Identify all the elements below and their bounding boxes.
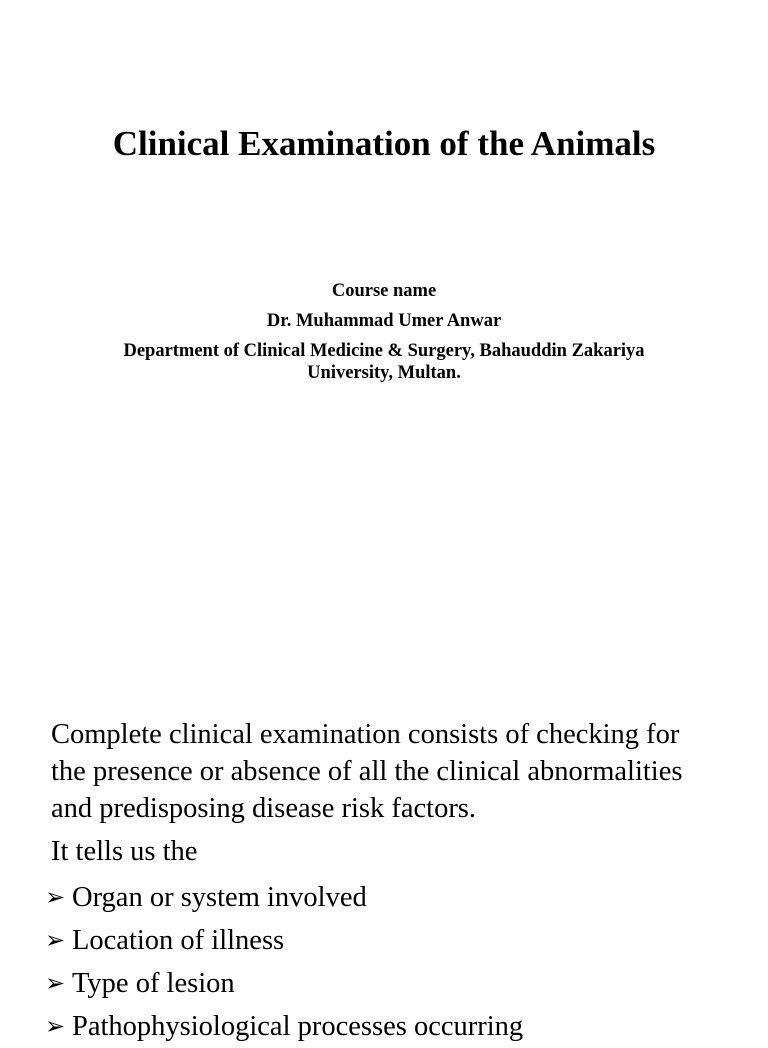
course-name: Course name [331, 281, 437, 301]
bullet-text: Pathophysiological processes occurring [72, 1011, 524, 1042]
list-item [45, 919, 751, 962]
arrow-bullet-icon: ➢ [45, 969, 66, 997]
arrow-bullet-icon: ➢ [45, 1012, 66, 1040]
affiliation-line-2: University, Multan. [307, 363, 461, 383]
arrow-bullet-icon: ➢ [45, 926, 66, 954]
subtitle-block [40, 277, 728, 384]
slide-body [45, 716, 751, 1048]
list-item [45, 876, 751, 919]
list-item [45, 1005, 751, 1048]
affiliation-line-1: Department of Clinical Medicine & Surgery, Bahauddin Zakariya [123, 341, 645, 361]
author-name: Dr. Muhammad Umer Anwar [266, 310, 502, 331]
bullet-text: Location of illness [72, 925, 285, 956]
lead-text: It tells us the [51, 836, 198, 867]
intro-paragraph: Complete clinical examination consists of checking for the presence or absence of all the clinical abnormalities and predisposing disease risk factors. [51, 719, 683, 824]
arrow-bullet-icon: ➢ [45, 883, 66, 911]
list-item [45, 962, 751, 1005]
content-slide [0, 700, 768, 1042]
bullet-text: Organ or system involved [72, 882, 367, 913]
bullet-text: Type of lesion [72, 968, 235, 999]
bullet-list [45, 876, 751, 1048]
slide-title: Clinical Examination of the Animals [112, 124, 656, 163]
